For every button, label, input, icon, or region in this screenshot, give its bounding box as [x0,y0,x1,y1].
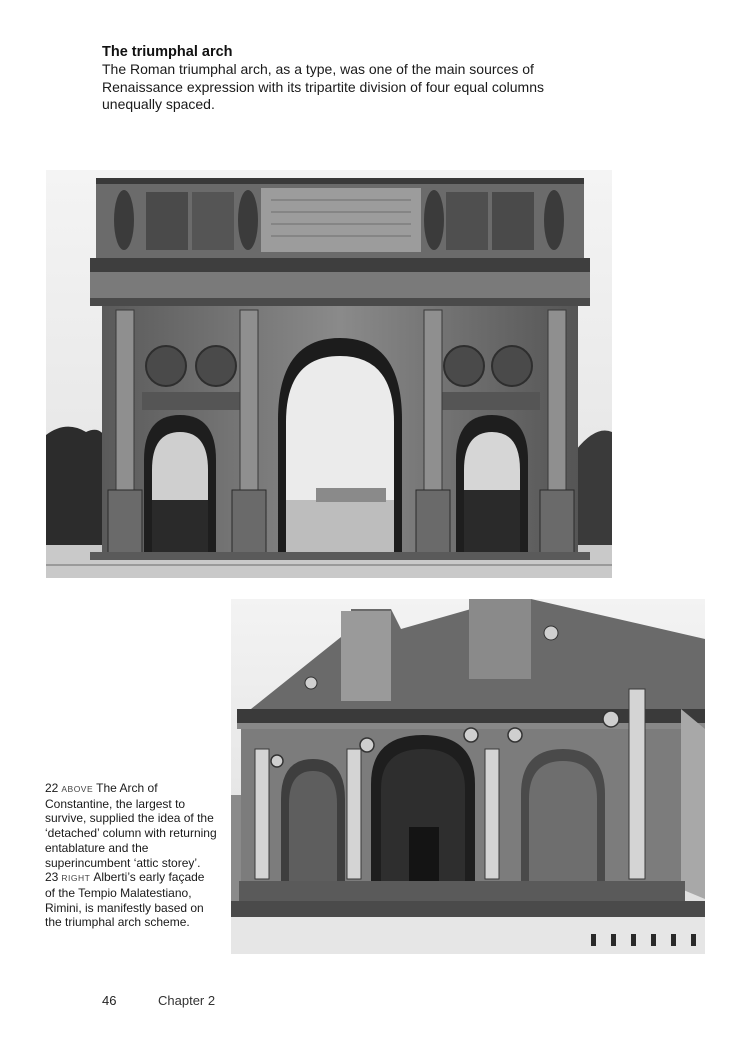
caption-text: The Arch of Constantine, the largest to survive, supplied the idea of the ‘detached’ column with returning entablature and the superincumbent ‘attic storey’. [45,781,217,870]
tempio-malatestiano-photo [231,599,705,954]
arch-of-constantine-illustration [46,170,612,578]
tempio-malatestiano-illustration [231,599,705,954]
arch-of-constantine-photo [46,170,612,578]
caption-text: Alberti’s early façade of the Tempio Malatestiano, Rimini, is manifestly based on the triumphal arch scheme. [45,870,205,930]
caption-23 [45,870,217,930]
caption-number: 23 [45,870,59,885]
page-number: 46 [102,993,117,1008]
section-intro: The Roman triumphal arch, as a type, was one of the main sources of Renaissance expression with its tripartite division of four equal columns unequally spaced. [102,61,544,112]
figure-captions [45,781,217,930]
caption-number: 22 [45,781,59,795]
running-footer-chapter: Chapter 2 [158,993,216,1008]
section-heading: The triumphal arch [102,44,233,60]
caption-position: ABOVE [61,784,94,794]
caption-position: RIGHT [61,873,91,884]
caption-22 [45,781,217,870]
